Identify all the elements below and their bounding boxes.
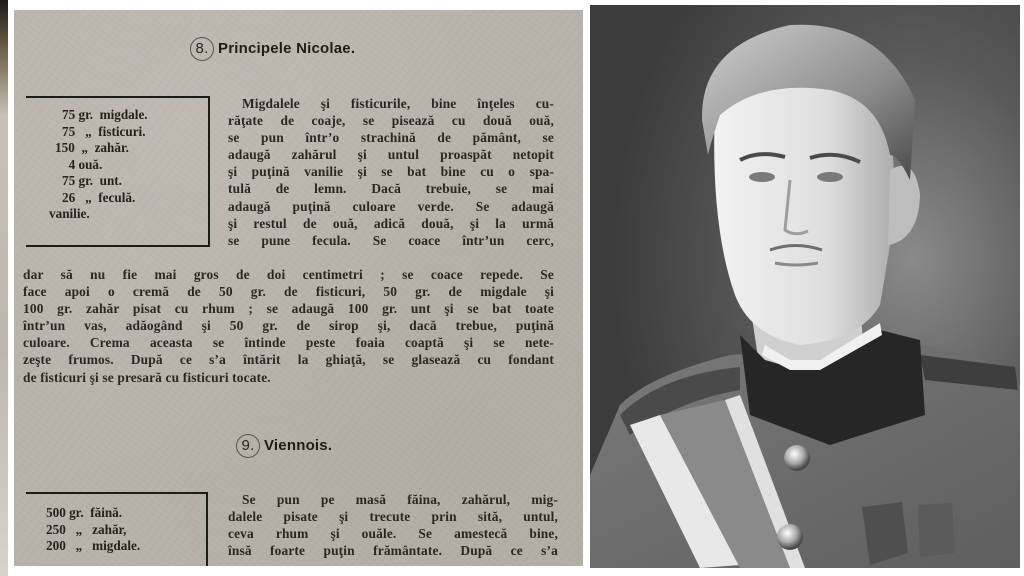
- text-line: răţate de coaje, se pisează cu două ouă,: [228, 113, 554, 129]
- recipe-8-title: Principele Nicolae.: [218, 40, 356, 57]
- ingredient-line: 75 gr. unt.: [62, 173, 122, 188]
- text-line: de fisticuri şi se presară cu fisticuri tocate.: [23, 369, 271, 385]
- cookbook-page: [14, 10, 583, 566]
- ingredient-line: 26 „ feculă.: [62, 189, 136, 205]
- eye: [817, 172, 843, 182]
- text-line: face apoi o cremă de 50 gr. de fisticuri, 50 gr. de migdale şi: [23, 284, 554, 300]
- text-line: ceva rhum şi ouăle. Se amestecă bine,: [228, 526, 558, 542]
- text-line: zeşte frumos. După ce s’a întărit la ghiaţă, se glasează cu fondant: [23, 352, 554, 368]
- text-line: Migdalele şi fisticurile, bine înţeles cu-: [242, 96, 554, 111]
- text-line: se pun într’o strachină de pământ, se: [228, 130, 554, 146]
- text-line: însă foarte puţin frământate. După ce s’a: [228, 543, 558, 559]
- text-line: Se pun pe masă făina, zahărul, mig-: [242, 492, 558, 507]
- recipe-8-heading: [190, 37, 355, 61]
- recipe-8-ingredients-box: [26, 96, 210, 247]
- ingredient-line: 250 „ zahăr,: [46, 521, 127, 537]
- recipe-8-number: 8.: [190, 37, 214, 61]
- text-line: adaugă zahărul şi untul proaspăt netopit: [228, 147, 554, 163]
- recipe-9-side-text: [228, 491, 558, 559]
- text-line: culoare. Crema aceasta se întinde peste foaia coaptă şi se nete-: [23, 335, 554, 351]
- text-line: dalele pisate şi trecute prin sită, untul,: [228, 509, 558, 525]
- medal-ribbon: [918, 503, 955, 557]
- uniform-button: [784, 445, 810, 471]
- ingredient-line: vanilie.: [49, 206, 90, 221]
- recipe-9-title: Viennois.: [264, 437, 333, 454]
- text-line: se pune fecula. Se coace într’un cerc,: [228, 232, 554, 248]
- ingredient-line: 4 ouă.: [62, 156, 103, 172]
- text-line: într’un vas, adăogând şi 50 gr. de sirop şi, dacă trebue, puţină: [23, 318, 554, 334]
- ingredient-line: 75 gr. migdale.: [62, 107, 148, 122]
- book-spine-edge: [0, 0, 8, 576]
- uniform-button: [777, 524, 803, 550]
- recipe-9-ingredients-box: [26, 492, 208, 566]
- recipe-8-full-text: [23, 266, 554, 386]
- text-line: şi restul de ouă, adică două, şi la urmă: [228, 215, 554, 231]
- ingredient-line: 500 gr. făină.: [46, 505, 123, 520]
- portrait-illustration: [590, 5, 1020, 568]
- eye: [749, 172, 775, 182]
- text-line: adaugă puţină culoare verde. Se adaugă: [228, 198, 554, 214]
- portrait-photo: [590, 5, 1020, 568]
- ingredient-line: 150 „ zahăr.: [55, 140, 129, 155]
- text-line: tulă de lemn. Dacă trebuie, se mai: [228, 181, 554, 197]
- recipe-9-number: 9.: [236, 434, 260, 458]
- text-line: dar să nu fie mai gros de doi centimetri ; se coace repede. Se: [23, 267, 554, 282]
- recipe-8-side-text: [228, 95, 554, 249]
- ingredient-line: 200 „ migdale.: [46, 538, 141, 553]
- ingredient-line: 75 „ fisticuri.: [62, 123, 146, 139]
- recipe-9-heading: [236, 434, 332, 458]
- text-line: şi puţină vanilie şi se bat bine cu o spa-: [228, 164, 554, 180]
- text-line: 100 gr. zahăr pisat cu rhum ; se adaugă 100 gr. unt şi se bat toate: [23, 301, 554, 317]
